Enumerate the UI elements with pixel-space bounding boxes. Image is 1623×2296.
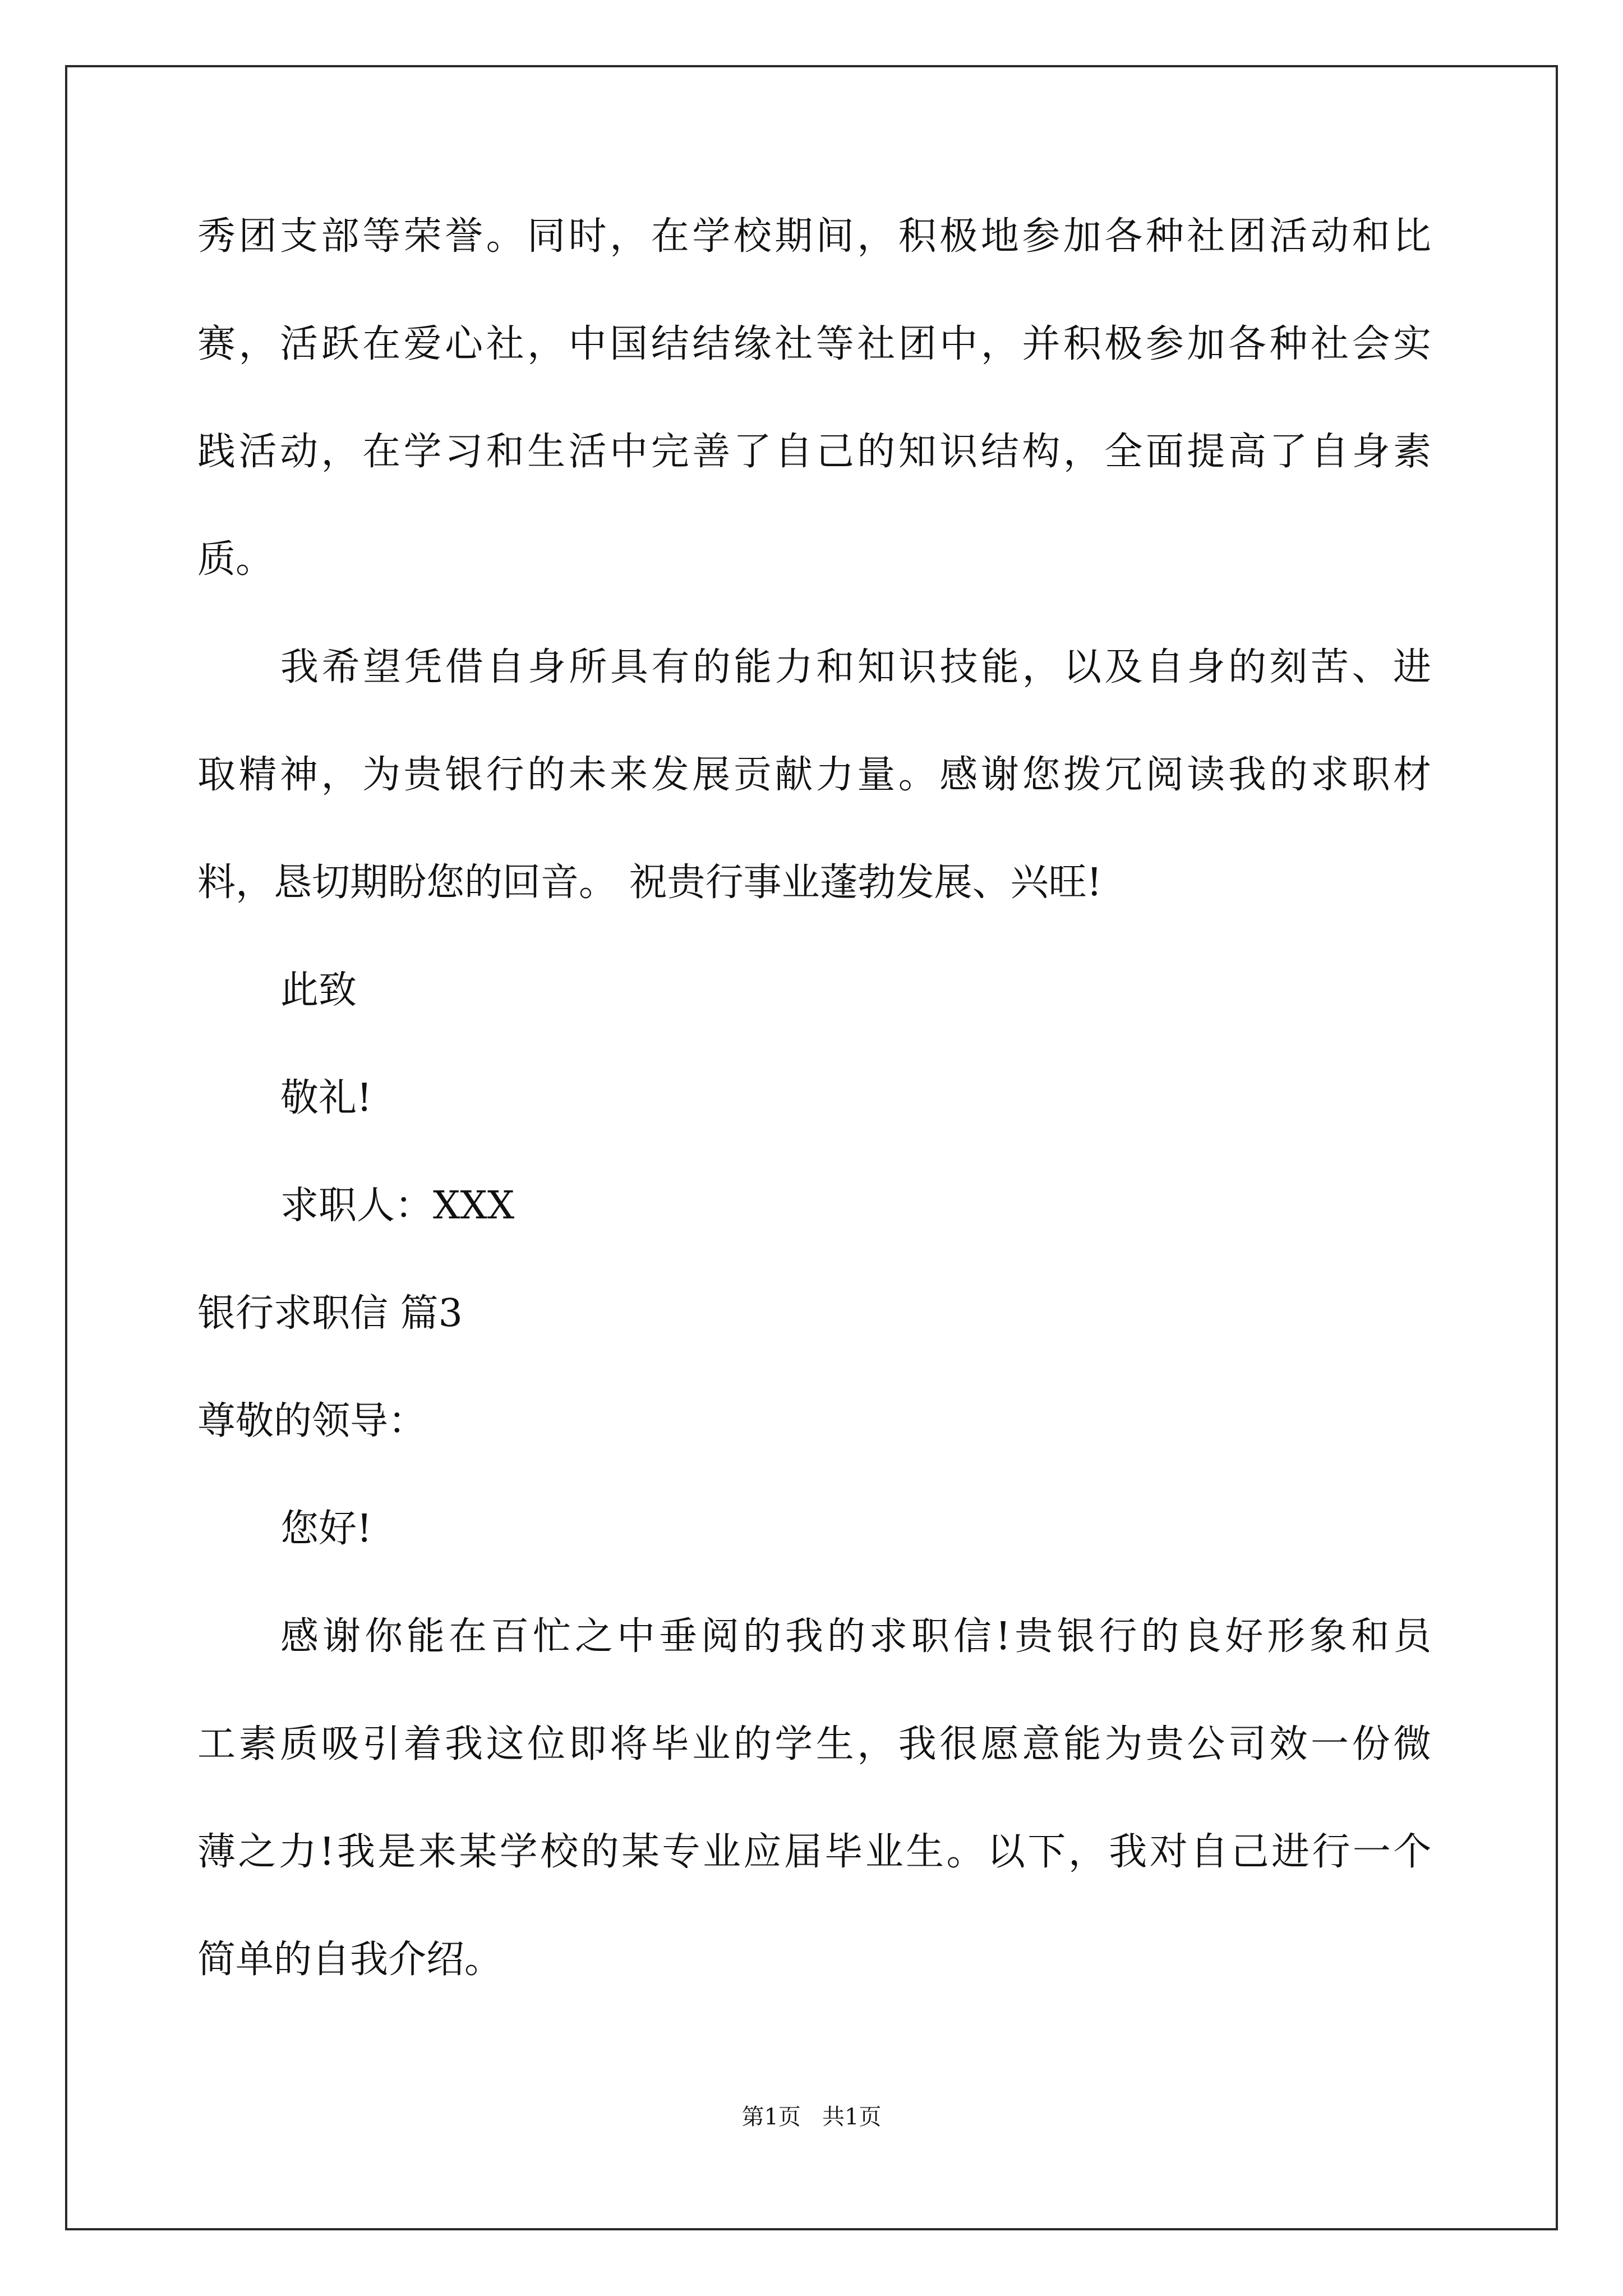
paragraph-line: 简单的自我介绍。 (197, 1938, 503, 1982)
paragraph-line: 料，恳切期盼您的回音。 祝贵行事业蓬勃发展、兴旺! (197, 861, 1102, 905)
salutation-line: 敬礼! (280, 1076, 372, 1120)
paragraph-line: 赛，活跃在爱心社，中国结结缘社等社团中，并积极参加各种社会实 (197, 322, 1435, 366)
paragraph-line: 薄之力!我是来某学校的某专业应届毕业生。以下，我对自己进行一个 (197, 1830, 1434, 1874)
paragraph-line: 工素质吸引着我这位即将毕业的学生，我很愿意能为贵公司效一份微 (197, 1722, 1435, 1766)
paragraph-line: 秀团支部等荣誉。同时，在学校期间，积极地参加各种社团活动和比 (197, 214, 1435, 259)
page-number-footer: 第1页 共1页 (741, 2104, 882, 2130)
greeting-line: 尊敬的领导： (197, 1399, 427, 1443)
closing-line: 此致 (280, 968, 357, 1013)
paragraph-line: 感谢你能在百忙之中垂阅的我的求职信!贵银行的良好形象和员 (280, 1614, 1436, 1659)
paragraph-line: 践活动，在学习和生活中完善了自己的知识结构，全面提高了自身素 (197, 430, 1435, 474)
signature-line: 求职人：XXX (280, 1184, 515, 1228)
greeting-line: 您好! (280, 1507, 372, 1551)
paragraph-line: 取精神，为贵银行的未来发展贡献力量。感谢您拨冗阅读我的求职材 (197, 753, 1435, 797)
page-border (65, 65, 1558, 2230)
paragraph-line: 质。 (197, 537, 274, 582)
section-heading: 银行求职信 篇3 (197, 1291, 463, 1336)
paragraph-line: 我希望凭借自身所具有的能力和知识技能，以及自身的刻苦、进 (280, 645, 1435, 689)
